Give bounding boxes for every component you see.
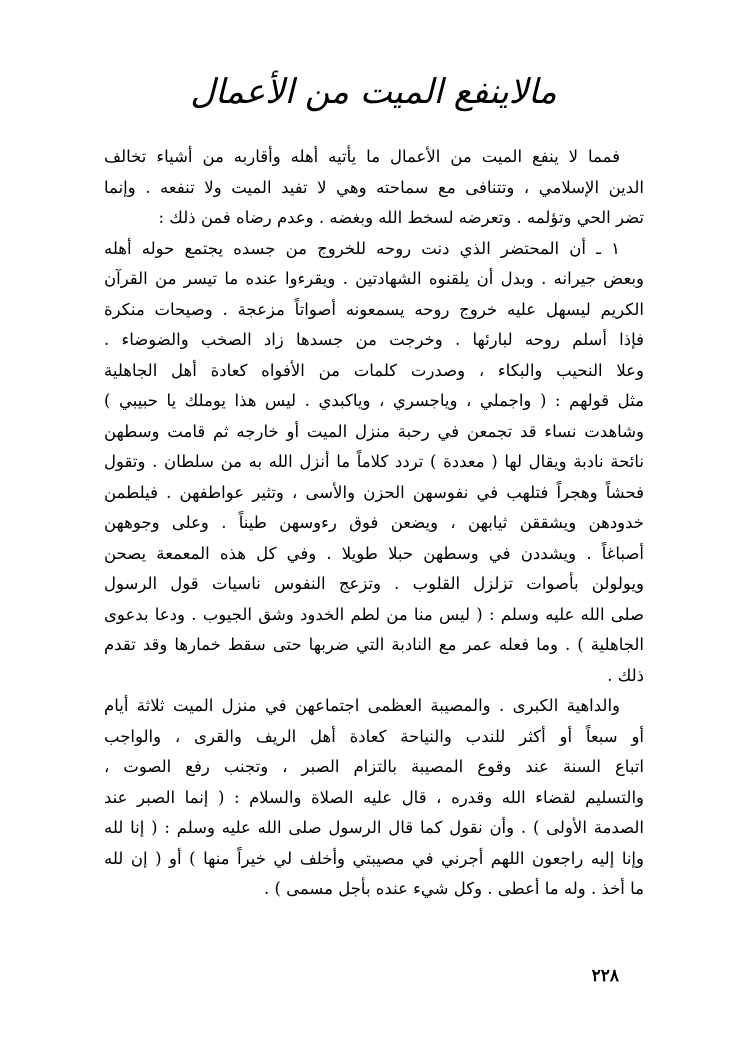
text-line: أو سبعاً أو أكثر للندب والنياحة كعادة أهل الريف والقرى ، والواجب xyxy=(104,726,644,746)
text-line: أصباغاً . ويشددن في وسطهن حبلا طويلا . وفي كل هذه المعمعة يصحن xyxy=(104,543,644,563)
text-line: الكريم ليسهل عليه خروج روحه يسمعونه أصواتاً مزعجة . وصيحات منكرة xyxy=(104,299,644,319)
text-line: ١ ـ أن المحتضر الذي دنت روحه للخروج من جسده يجتمع حوله أهله xyxy=(104,238,620,258)
text-line: وعلا النحيب والبكاء ، وصدرت كلمات من الأفواه كعادة أهل الجاهلية xyxy=(104,360,644,380)
page-title: مالاينفع الميت من الأعمال xyxy=(190,72,557,112)
text-line: تضر الحي وتؤلمه . وتعرضه لسخط الله وبغضه . وعدم رضاه فمن ذلك : xyxy=(158,208,644,227)
text-line: صلى الله عليه وسلم : ( ليس منا من لطم الخدود وشق الجيوب . ودعا بدعوى xyxy=(104,604,644,624)
text-line: ويولولن بأصوات تزلزل القلوب . وتزعج النفوس ناسيات قول الرسول xyxy=(104,574,644,593)
text-line: ذلك . xyxy=(607,665,644,685)
body-text xyxy=(104,142,644,905)
text-line: وشاهدت نساء قد تجمعن في رحبة منزل الميت أو خارجه ثم قامت وسطهن xyxy=(104,421,644,441)
text-line: والداهية الكبرى . والمصيبة العظمى اجتماعهن في منزل الميت ثلاثة أيام xyxy=(104,696,620,715)
text-line: فمما لا ينفع الميت من الأعمال ما يأتيه أهله وأقاربه من أشياء تخالف xyxy=(104,147,620,166)
text-line: مثل قولهم : ( واجملي ، وياجسري ، وياكبدي . ليس هذا يوملك يا حبيبي ) xyxy=(104,391,644,410)
text-line: والتسليم لقضاء الله وقدره ، قال عليه الصلاة والسلام : ( إنما الصبر عند xyxy=(104,787,644,807)
text-line: ما أخذ . وله ما أعطى . وكل شيء عنده بأجل مسمى ) . xyxy=(263,879,644,898)
text-line: وإنا إليه راجعون اللهم أجرني في مصيبتي وأخلف لي خيراً منها ) أو ( إن لله xyxy=(104,848,644,868)
text-line: نائحة نادبة ويقال لها ( معددة ) تردد كلاماً ما أنزل الله به من سلطان . وتقول xyxy=(104,452,644,471)
text-line: فإذا أسلم روحه لبارئها . وخرجت من جسدها زاد الصخب والضوضاء . xyxy=(104,330,644,349)
text-line: الصدمة الأولى ) . وأن نقول كما قال الرسول صلى الله عليه وسلم : ( إنا لله xyxy=(104,818,644,837)
text-line: الدين الإسلامي ، وتتنافى مع سماحته وهي لا تفيد الميت ولا تنفعه . وإنما xyxy=(104,177,644,197)
text-line: خدودهن ويشققن ثيابهن ، ويضعن فوق رءوسهن طيناً . وعلى وجوههن xyxy=(104,513,644,532)
text-line: فحشاً وهجراً فتلهب في نفوسهن الحزن والأسى ، وتثير عواطفهن . فيلطمن xyxy=(104,482,644,502)
text-line: اتباع السنة عند وقوع المصيبة بالتزام الصبر ، وتجنب رفع الصوت ، xyxy=(104,757,644,776)
text-line: الجاهلية ) . وما فعله عمر مع النادبة التي ضربها حتى سقط خمارها وقد تقدم xyxy=(104,635,644,654)
page-number: ٢٢٨ xyxy=(591,966,619,986)
text-line: وبعض جيرانه . وبدل أن يلقنوه الشهادتين . ويقرءوا عنده ما تيسر من القرآن xyxy=(104,269,644,288)
